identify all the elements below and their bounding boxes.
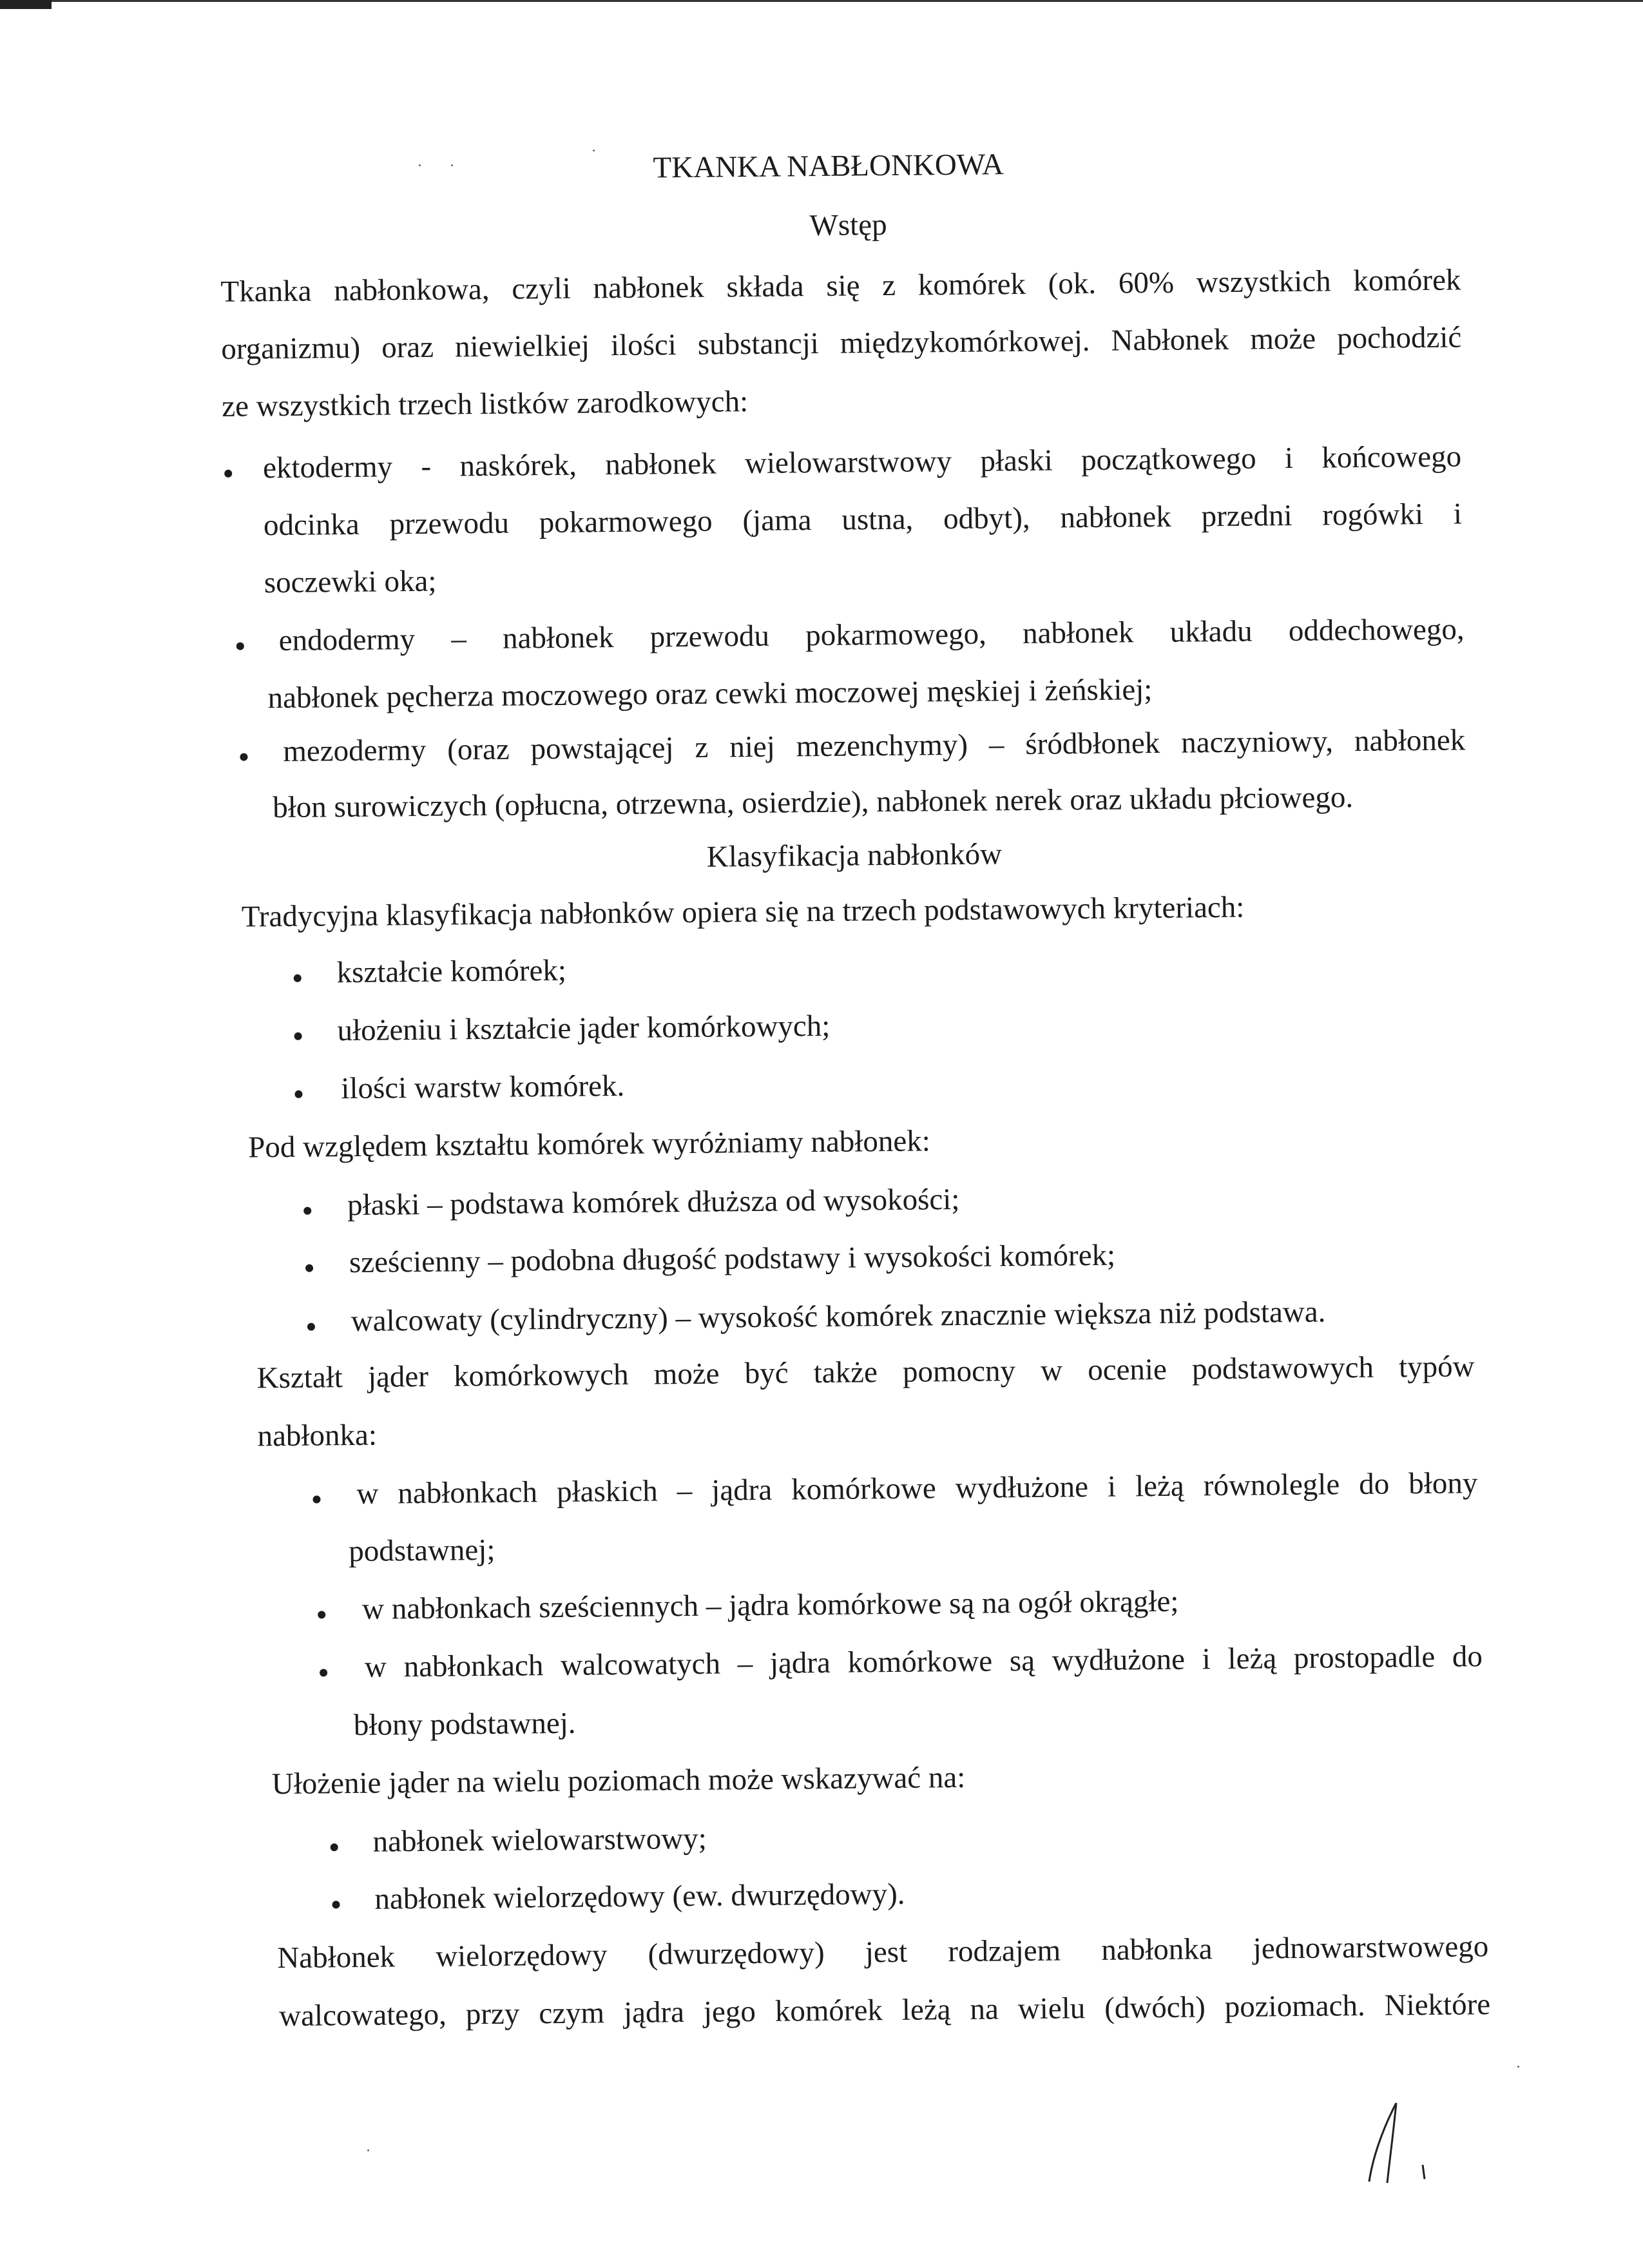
germ-layer-mesoderm-line-1: mezodermy (oraz powstającej z niej mezenchymy) – śródbłonek naczyniowy, nabłonek: [283, 723, 1466, 768]
bullet-dot: [294, 1032, 302, 1040]
nuclei-item-line-2: błony podstawnej.: [353, 1706, 576, 1743]
shape-item: płaski – podstawa komórek dłuższa od wysokości;: [347, 1182, 960, 1223]
criterion-item: ilości warstw komórek.: [341, 1069, 625, 1106]
closing-line-2: walcowatego, przy czym jądra jego komórek leżą na wielu (dwóch) poziomach. Niektóre: [278, 1988, 1491, 2033]
document-title: TKANKA NABŁONKOWA: [653, 148, 1004, 185]
classification-intro: Tradycyjna klasyfikacja nabłonków opiera się na trzech podstawowych kryteriach:: [241, 890, 1245, 934]
intro-line-1: Tkanka nabłonkowa, czyli nabłonek składa się z komórek (ok. 60% wszystkich komórek: [220, 263, 1461, 309]
shape-intro: Pod względem kształtu komórek wyróżniamy nabłonek:: [248, 1124, 931, 1165]
nuclei-item-line-1: w nabłonkach płaskich – jądra komórkowe wydłużone i leżą równolegle do błony: [356, 1466, 1478, 1511]
scan-speck: [451, 164, 453, 166]
section-heading-intro: Wstęp: [809, 208, 887, 243]
levels-item: nabłonek wielorzędowy (ew. dwurzędowy).: [374, 1877, 905, 1916]
criterion-item: kształcie komórek;: [336, 953, 567, 990]
bullet-dot: [307, 1323, 315, 1331]
bullet-dot: [294, 1090, 302, 1098]
germ-layer-endoderm-line-1: endodermy – nabłonek przewodu pokarmowego, nabłonek układu oddechowego,: [278, 612, 1465, 658]
scan-speck: [419, 164, 421, 166]
levels-intro: Ułożenie jąder na wielu poziomach może wskazywać na:: [271, 1760, 966, 1801]
germ-layer-ectoderm-line-3: soczewki oka;: [264, 564, 437, 600]
bullet-dot: [318, 1611, 325, 1618]
germ-layer-mesoderm-line-2: błon surowiczych (opłucna, otrzewna, osierdzie), nabłonek nerek oraz układu płciowego.: [272, 780, 1354, 825]
scan-speck: [1517, 2066, 1519, 2068]
bullet-dot: [312, 1495, 320, 1503]
bullet-dot: [331, 1843, 338, 1851]
levels-item: nabłonek wielowarstwowy;: [372, 1821, 707, 1859]
bullet-dot: [294, 974, 302, 982]
intro-line-2: organizmu) oraz niewielkiej ilości substancji międzykomórkowej. Nabłonek może pochodzić: [221, 320, 1462, 366]
intro-line-3: ze wszystkich trzech listków zarodkowych:: [221, 385, 749, 423]
nuclei-item-line-2: podstawnej;: [349, 1533, 495, 1569]
germ-layer-ectoderm-line-2: odcinka przewodu pokarmowego (jama ustna, odbyt), nabłonek przedni rogówki i: [263, 497, 1463, 543]
bullet-dot: [240, 753, 247, 761]
nuclei-item: w nabłonkach sześciennych – jądra komórkowe są na ogół okrągłe;: [361, 1584, 1179, 1626]
shape-item: sześcienny – podobna długość podstawy i wysokości komórek;: [349, 1238, 1116, 1280]
scan-speck: [367, 2149, 369, 2151]
bullet-dot: [236, 643, 244, 650]
handwritten-page-number: [1356, 2098, 1434, 2188]
germ-layer-endoderm-line-2: nabłonek pęcherza moczowego oraz cewki moczowej męskiej i żeńskiej;: [267, 673, 1153, 715]
bullet-dot: [303, 1207, 311, 1215]
bullet-dot: [320, 1669, 327, 1676]
bullet-dot: [332, 1901, 340, 1908]
closing-line-1: Nabłonek wielorzędowy (dwurzędowy) jest rodzajem nabłonka jednowarstwowego: [277, 1930, 1489, 1975]
section-heading-classification: Klasyfikacja nabłonków: [706, 837, 1003, 874]
bullet-dot: [224, 470, 232, 478]
nuclei-item-line-1: w nabłonkach walcowatych – jądra komórkowe są wydłużone i leżą prostopadle do: [364, 1640, 1483, 1684]
nuclei-intro-line-1: Kształt jąder komórkowych może być także pomocny w ocenie podstawowych typów: [256, 1350, 1475, 1395]
bullet-dot: [305, 1265, 313, 1272]
nuclei-intro-line-2: nabłonka:: [257, 1418, 378, 1453]
scan-speck: [593, 150, 595, 151]
criterion-item: ułożeniu i kształcie jąder komórkowych;: [337, 1009, 831, 1048]
shape-item: walcowaty (cylindryczny) – wysokość komórek znacznie większa niż podstawa.: [351, 1295, 1326, 1339]
germ-layer-ectoderm-line-1: ektodermy - naskórek, nabłonek wielowarstwowy płaski początkowego i końcowego: [262, 440, 1462, 485]
